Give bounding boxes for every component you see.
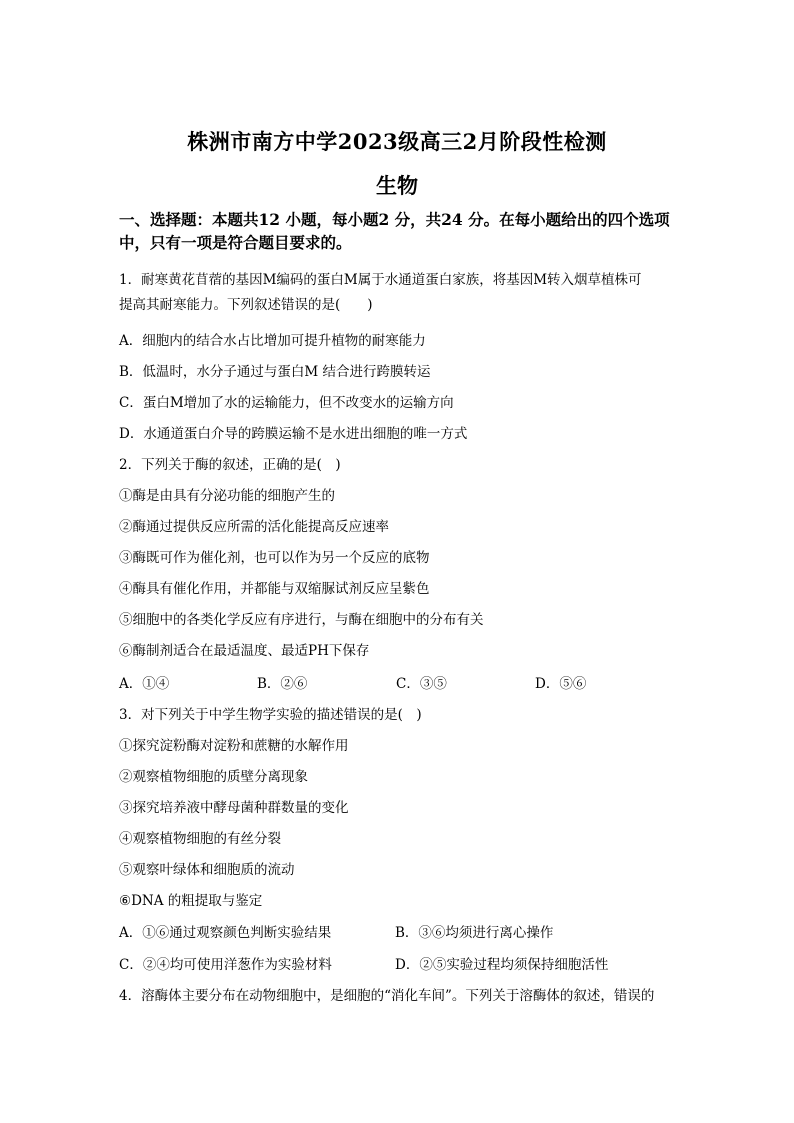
q4-stem-line1: 4．溶酶体主要分布在动物细胞中，是细胞的“消化车间”。下列关于溶酶体的叙述，错误的 — [119, 988, 655, 1004]
q3-option-a: A．①⑥通过观察颜色判断实验结果 — [119, 925, 332, 941]
q2-item-1: ①酶是由具有分泌功能的细胞产生的 — [119, 488, 335, 504]
q3-item-4: ④观察植物细胞的有丝分裂 — [119, 831, 281, 847]
section-heading: 一、选择题：本题共12 小题，每小题2 分，共24 分。在每小题给出的四个选项中，只有一项是符合题目要求的。 — [119, 210, 670, 252]
q1-option-b: B．低温时，水分子通过与蛋白M 结合进行跨膜转运 — [119, 364, 431, 380]
q2-option-b: B．②⑥ — [257, 676, 308, 692]
q3-option-d: D．②⑤实验过程均须保持细胞活性 — [395, 957, 609, 973]
exam-title: 株洲市南方中学2023级高三2月阶段性检测 — [187, 129, 607, 154]
q2-item-2: ②酶通过提供反应所需的活化能提高反应速率 — [119, 519, 389, 535]
q1-option-c: C．蛋白M增加了水的运输能力，但不改变水的运输方向 — [119, 395, 454, 411]
q2-item-3: ③酶既可作为催化剂，也可以作为另一个反应的底物 — [119, 550, 430, 566]
q3-option-b: B．③⑥均须进行离心操作 — [395, 925, 554, 941]
q2-option-c: C．③⑤ — [396, 676, 447, 692]
q3-item-3: ③探究培养液中酵母菌种群数量的变化 — [119, 800, 349, 816]
q3-option-c: C．②④均可使用洋葱作为实验材料 — [119, 957, 332, 973]
q2-option-d: D．⑤⑥ — [535, 676, 587, 692]
q1-stem-line2: 提高其耐寒能力。下列叙述错误的是( ) — [119, 297, 373, 313]
q3-item-5: ⑤观察叶绿体和细胞质的流动 — [119, 862, 295, 878]
q2-item-4: ④酶具有催化作用，并都能与双缩脲试剂反应呈紫色 — [119, 581, 430, 597]
q1-option-d: D．水通道蛋白介导的跨膜运输不是水进出细胞的唯一方式 — [119, 426, 468, 442]
exam-subject: 生物 — [376, 173, 418, 198]
q2-item-6: ⑥酶制剂适合在最适温度、最适PH下保存 — [119, 643, 370, 659]
q3-item-2: ②观察植物细胞的质壁分离现象 — [119, 769, 308, 785]
q2-option-a: A．①④ — [119, 676, 170, 692]
q2-stem: 2．下列关于酶的叙述，正确的是( ) — [119, 457, 341, 473]
q1-option-a: A．细胞内的结合水占比增加可提升植物的耐寒能力 — [119, 333, 426, 349]
q1-stem-line1: 1．耐寒黄花苜蓿的基因M编码的蛋白M属于水通道蛋白家族，将基因M转入烟草植株可 — [119, 272, 642, 288]
q3-item-1: ①探究淀粉酶对淀粉和蔗糖的水解作用 — [119, 738, 349, 754]
q3-item-6: ⑥DNA 的粗提取与鉴定 — [119, 893, 263, 909]
q3-stem: 3．对下列关于中学生物学实验的描述错误的是( ) — [119, 707, 422, 723]
q2-item-5: ⑤细胞中的各类化学反应有序进行，与酶在细胞中的分布有关 — [119, 612, 484, 628]
